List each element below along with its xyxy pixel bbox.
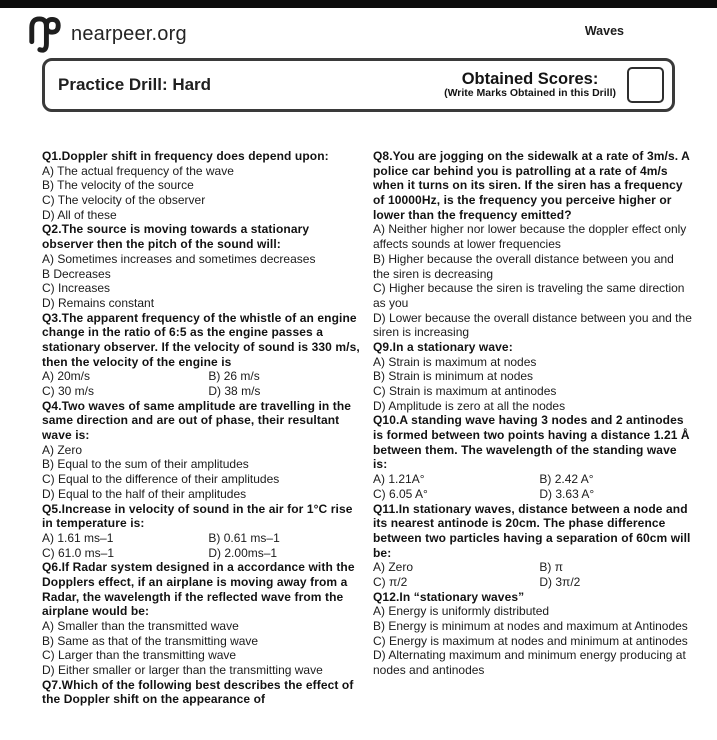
options-list xyxy=(42,531,362,560)
option: D) 3.63 A° xyxy=(539,486,595,501)
option: C) The velocity of the observer xyxy=(42,193,206,208)
options-list xyxy=(42,164,362,223)
question-block xyxy=(42,678,362,707)
question-block xyxy=(42,222,362,310)
obtained-scores-block xyxy=(444,70,616,100)
question-block xyxy=(42,149,362,222)
options-list xyxy=(373,604,693,677)
question-text: Q5.Increase in velocity of sound in the air for 1°C rise in temperature is: xyxy=(42,501,353,531)
option: B) 0.61 ms–1 xyxy=(208,530,280,545)
question-block xyxy=(42,311,362,399)
option: C) 61.0 ms–1 xyxy=(42,545,115,560)
option: B) Higher because the overall distance between you and the siren is decreasing xyxy=(373,251,674,281)
option: B) Same as that of the transmitting wave xyxy=(42,633,259,648)
option: A) Smaller than the transmitted wave xyxy=(42,619,239,633)
option: C) 30 m/s xyxy=(42,384,95,398)
question-block xyxy=(42,560,362,678)
option: D) Lower because the overall distance between you and the siren is increasing xyxy=(373,310,692,340)
question-text: Q4.Two waves of same amplitude are travelling in the same direction and are out of phase, their resultant wave is: xyxy=(42,398,352,443)
option: D) All of these xyxy=(42,207,117,222)
question-text: Q12.In “stationary waves” xyxy=(373,589,525,604)
question-block xyxy=(373,590,693,678)
logo-text: nearpeer.org xyxy=(71,22,187,45)
questions-content xyxy=(0,112,717,707)
obtained-scores-label: Obtained Scores: xyxy=(461,69,599,88)
nearpeer-logo xyxy=(28,13,187,55)
options-list xyxy=(42,443,362,502)
options-list xyxy=(373,222,693,340)
questions-column-right xyxy=(373,149,693,707)
option: B) π xyxy=(539,560,564,575)
question-text: Q8.You are jogging on the sidewalk at a rate of 3m/s. A police car behind you is patrolling at a rate of 4m/s when it turns on its siren. If the siren has a frequency of 10000Hz, is the frequency you perceive higher or lower than the frequency emitted? xyxy=(373,149,690,222)
question-text: Q9.In a stationary wave: xyxy=(373,339,513,354)
question-text: Q7.Which of the following best describes the effect of the Doppler shift on the appearance of xyxy=(42,677,354,707)
option: D) Amplitude is zero at all the nodes xyxy=(373,398,566,413)
option: C) Higher because the siren is traveling the same direction as you xyxy=(373,281,685,310)
top-black-bar xyxy=(0,0,717,8)
question-block xyxy=(373,340,693,413)
question-block xyxy=(373,149,693,340)
options-list xyxy=(42,619,362,678)
questions-column-left xyxy=(42,149,362,707)
option: B) The velocity of the source xyxy=(42,178,194,193)
score-input-box[interactable] xyxy=(627,67,664,103)
question-block xyxy=(42,399,362,502)
option: A) Sometimes increases and sometimes decreases xyxy=(42,251,316,266)
option: D) 2.00ms–1 xyxy=(208,545,278,560)
nearpeer-logo-icon xyxy=(28,13,62,55)
option: C) π/2 xyxy=(373,574,408,589)
option: B Decreases xyxy=(42,266,111,281)
page-header xyxy=(0,8,717,51)
options-list xyxy=(373,560,693,589)
options-list xyxy=(42,369,362,398)
option: A) 1.21A° xyxy=(373,472,425,487)
question-text: Q2.The source is moving towards a stationary observer then the pitch of the sound will: xyxy=(42,222,310,252)
option: A) Neither higher nor lower because the doppler effect only affects sounds at lower frequencies xyxy=(373,222,687,252)
option: D) Equal to the half of their amplitudes xyxy=(42,486,247,501)
option: D) 3π/2 xyxy=(539,574,581,589)
options-list xyxy=(373,355,693,414)
question-block xyxy=(42,502,362,561)
option: C) Strain is maximum at antinodes xyxy=(373,384,557,398)
question-text: Q11.In stationary waves, distance between a node and its nearest antinode is 20cm. The phase difference between two particles having a separation of 60cm will be: xyxy=(373,501,691,560)
option: A) Strain is maximum at nodes xyxy=(373,354,537,369)
option: B) Energy is minimum at nodes and maximum at Antinodes xyxy=(373,619,688,633)
drill-title: Practice Drill: Hard xyxy=(58,75,212,94)
obtained-scores-subtext: (Write Marks Obtained in this Drill) xyxy=(444,87,616,100)
option: D) Either smaller or larger than the transmitting wave xyxy=(42,663,323,678)
option: C) Increases xyxy=(42,281,111,296)
option: A) Energy is uniformly distributed xyxy=(373,604,550,619)
option: B) 2.42 A° xyxy=(539,472,594,487)
option: A) The actual frequency of the wave xyxy=(42,163,234,178)
option: A) Zero xyxy=(42,442,83,457)
option: C) Energy is maximum at nodes and minimum at antinodes xyxy=(373,633,688,648)
options-list xyxy=(373,472,693,501)
option: A) 20m/s xyxy=(42,369,91,384)
option: D) 38 m/s xyxy=(208,384,261,398)
option: B) 26 m/s xyxy=(208,369,260,384)
question-text: Q1.Doppler shift in frequency does depend upon: xyxy=(42,149,329,163)
question-block xyxy=(373,502,693,590)
options-list xyxy=(42,252,362,311)
option: D) Remains constant xyxy=(42,295,155,310)
question-text: Q10.A standing wave having 3 nodes and 2 antinodes is formed between two points having a distance 1.21 Å between them. The wavelength of the standing wave is: xyxy=(373,413,690,472)
option: C) Larger than the transmitting wave xyxy=(42,648,237,663)
option: D) Alternating maximum and minimum energy producing at nodes and antinodes xyxy=(373,648,686,678)
question-text: Q3.The apparent frequency of the whistle of an engine change in the ratio of 6:5 as the engine passes a stationary observer. If the velocity of sound is 330 m/s, then the velocity of the engine is xyxy=(42,310,360,369)
topic-label: Waves xyxy=(584,24,624,38)
option: A) 1.61 ms–1 xyxy=(42,530,114,545)
option: A) Zero xyxy=(373,560,414,575)
drill-score-bar xyxy=(42,58,675,112)
question-block xyxy=(373,413,693,501)
option: B) Strain is minimum at nodes xyxy=(373,369,534,384)
option: C) Equal to the difference of their amplitudes xyxy=(42,472,280,487)
question-text: Q6.If Radar system designed in a accordance with the Dopplers effect, if an airplane is moving away from a Radar, the wavelength if the reflected wave from the airplane would be: xyxy=(42,560,355,619)
option: B) Equal to the sum of their amplitudes xyxy=(42,457,249,472)
option: C) 6.05 A° xyxy=(373,486,428,501)
